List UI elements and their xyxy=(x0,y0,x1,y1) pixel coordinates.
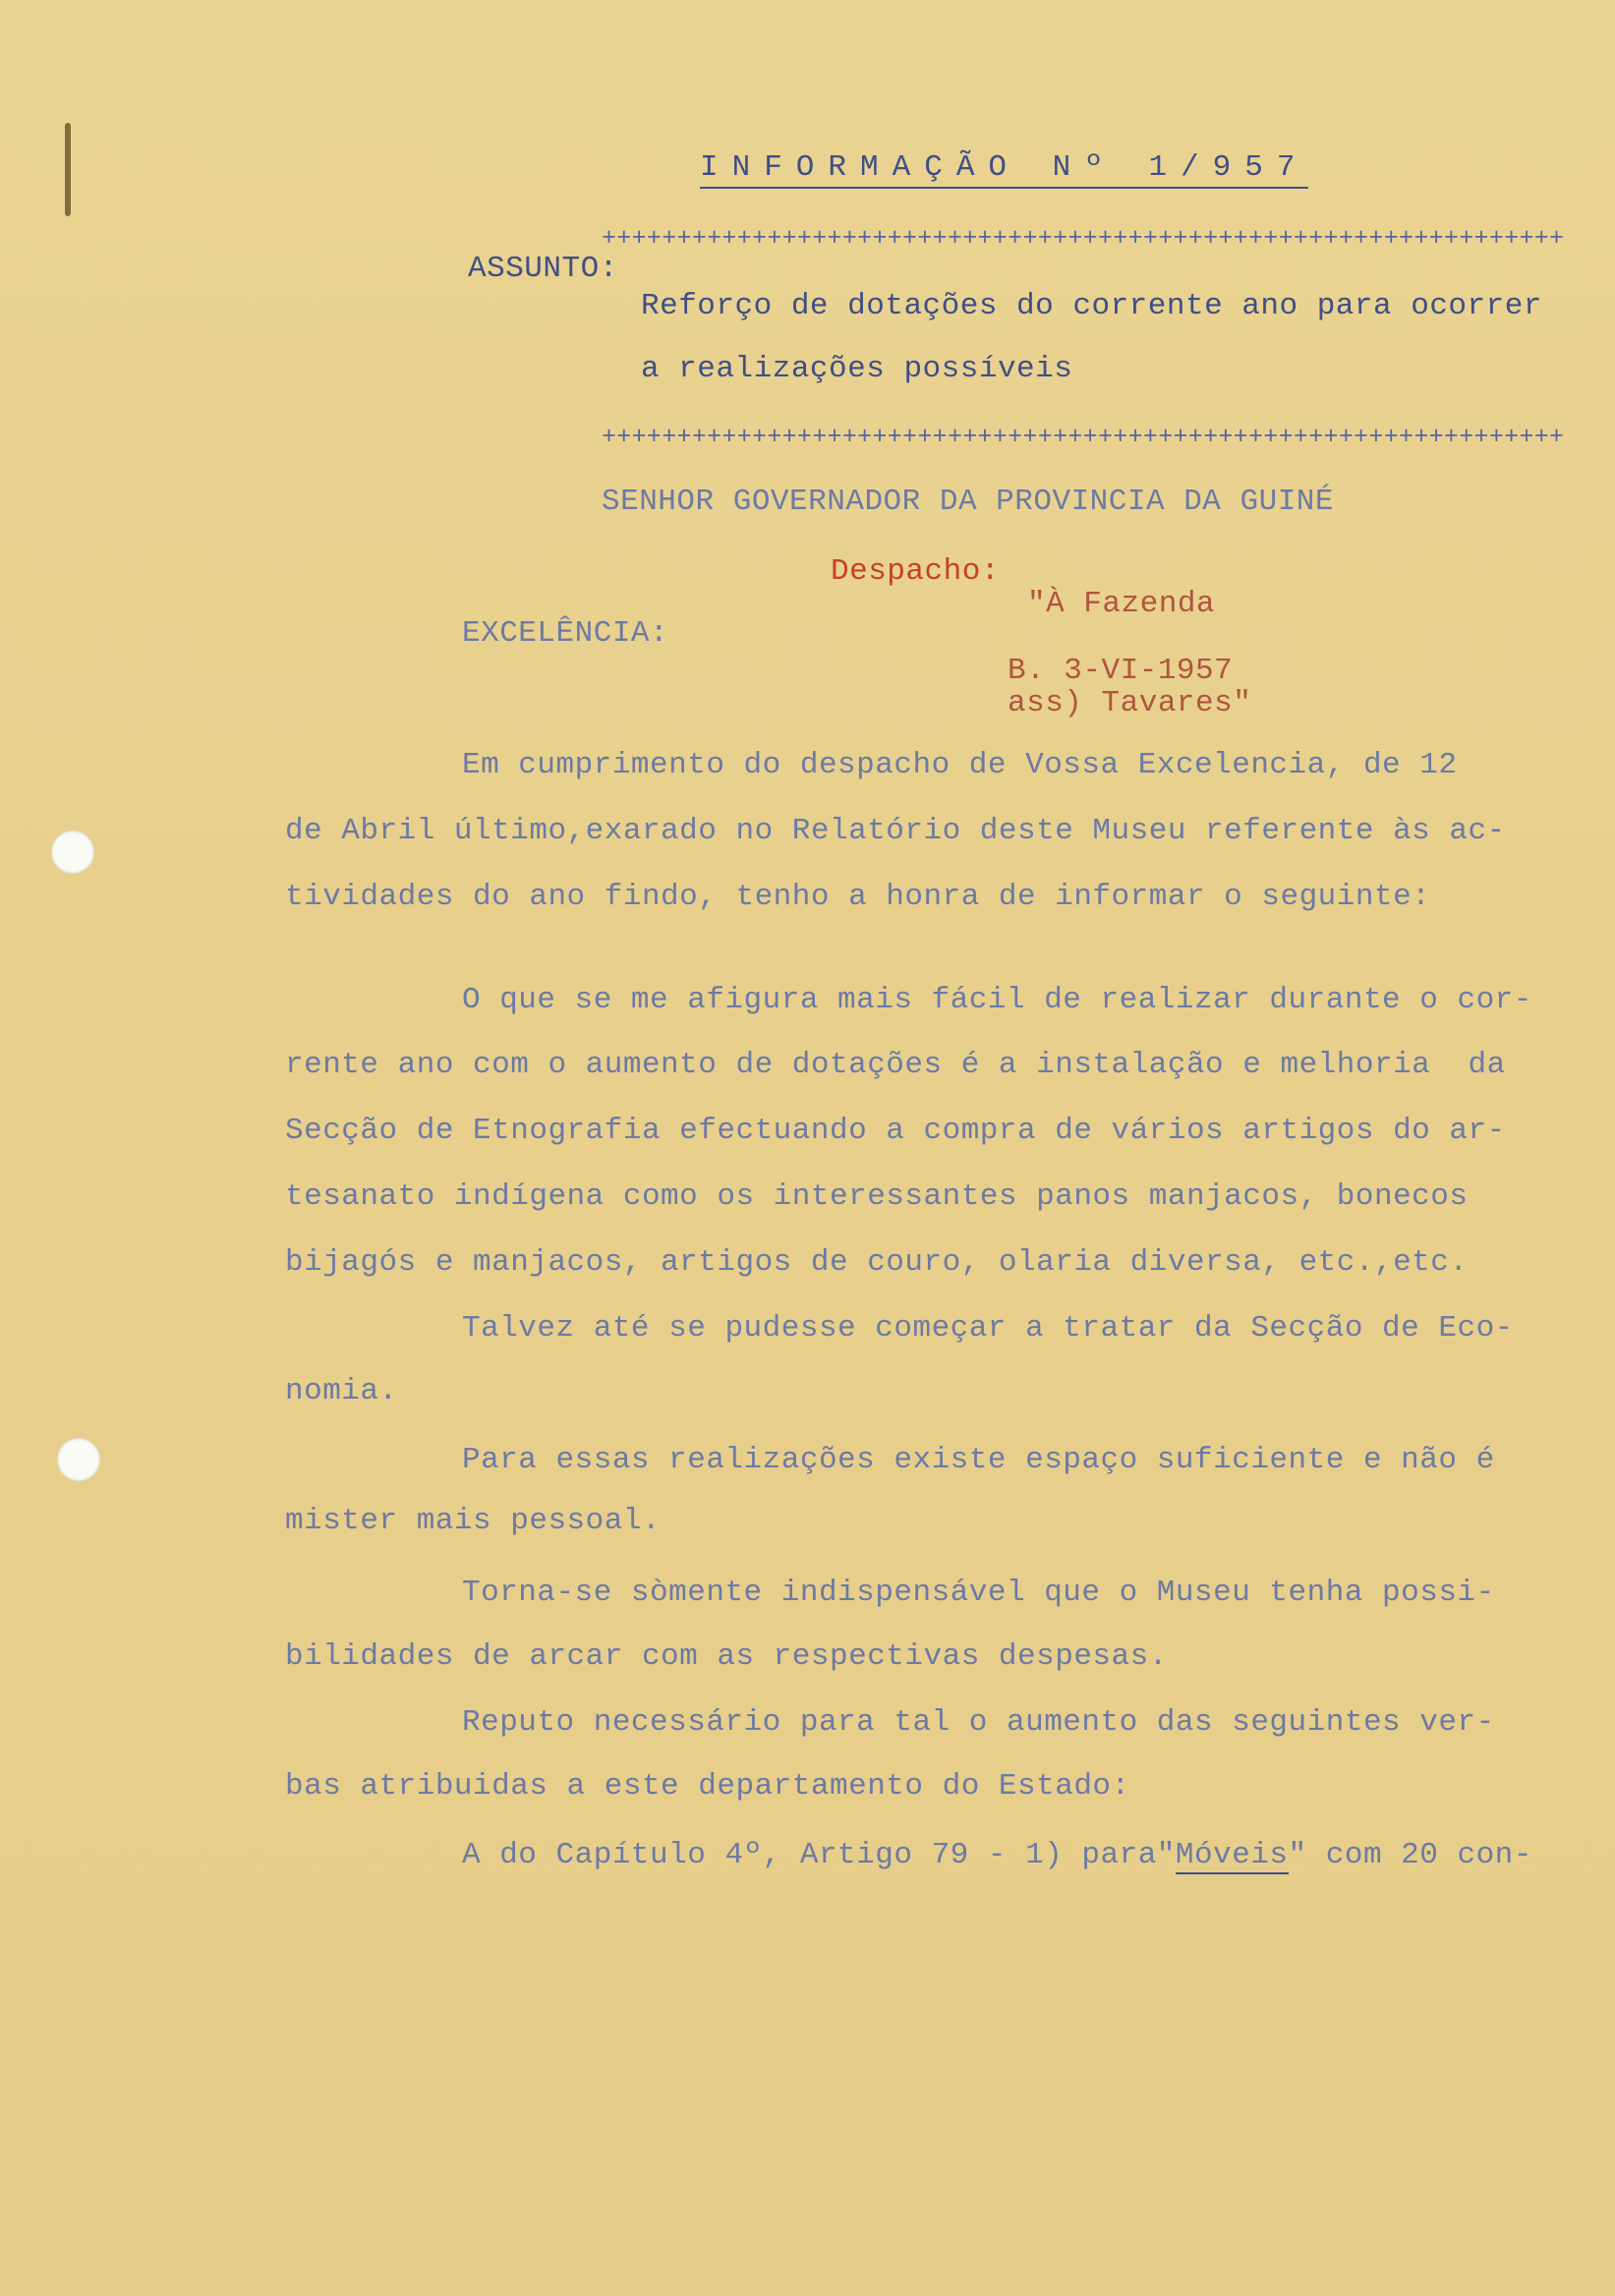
addressee-line: SENHOR GOVERNADOR DA PROVINCIA DA GUINÉ xyxy=(602,485,1335,519)
body-line-9: Talvez até se pudesse começar a tratar da Secção de Eco- xyxy=(462,1311,1514,1346)
separator-top: ++++++++++++++++++++++++++++++++++++++++++++++++++++++++++++++++ xyxy=(602,224,1565,253)
assunto-line-2: a realizações possíveis xyxy=(641,352,1073,386)
body-line-14: bilidades de arcar com as respectivas despesas. xyxy=(285,1639,1168,1674)
body-line-3: tividades do ano findo, tenho a honra de informar o seguinte: xyxy=(285,880,1431,914)
body-line-4: O que se me afigura mais fácil de realizar durante o cor- xyxy=(462,983,1532,1017)
body-line-1: Em cumprimento do despacho de Vossa Excelencia, de 12 xyxy=(462,748,1458,782)
body-line-6: Secção de Etnografia efectuando a compra de vários artigos do ar- xyxy=(285,1114,1506,1148)
salutation: EXCELÊNCIA: xyxy=(462,616,669,651)
despacho-line-2: B. 3-VI-1957 xyxy=(1008,654,1234,688)
body-line-11: Para essas realizações existe espaço suficiente e não é xyxy=(462,1443,1495,1477)
body-line-16: bas atribuidas a este departamento do Estado: xyxy=(285,1769,1130,1804)
punch-hole-top xyxy=(51,831,94,874)
body-line-12: mister mais pessoal. xyxy=(285,1504,662,1538)
body-line-5: rente ano com o aumento de dotações é a instalação e melhoria da xyxy=(285,1048,1506,1082)
despacho-line-1: "À Fazenda xyxy=(1027,587,1216,621)
punch-hole-bottom xyxy=(57,1438,100,1481)
despacho-label: Despacho: xyxy=(831,554,1000,589)
assunto-line-1: Reforço de dotações do corrente ano para ocorrer xyxy=(641,289,1542,323)
body-line-17-underlined: Móveis xyxy=(1175,1838,1289,1872)
body-line-17-pre: A do Capítulo 4º, Artigo 79 - 1) para" xyxy=(462,1838,1176,1872)
body-line-7: tesanato indígena como os interessantes panos manjacos, bonecos xyxy=(285,1179,1469,1214)
document-heading: INFORMAÇÃO Nº 1/957 xyxy=(700,150,1308,189)
body-line-15: Reputo necessário para tal o aumento das seguintes ver- xyxy=(462,1705,1495,1740)
despacho-line-3: ass) Tavares" xyxy=(1008,686,1252,720)
body-line-17-post: " com 20 con- xyxy=(1288,1838,1532,1872)
body-line-17 xyxy=(462,1838,1532,1873)
body-line-10: nomia. xyxy=(285,1374,398,1408)
paper-clip-mark xyxy=(65,123,71,216)
body-line-2: de Abril último,exarado no Relatório deste Museu referente às ac- xyxy=(285,814,1506,848)
assunto-label: ASSUNTO: xyxy=(468,252,618,286)
separator-bottom: ++++++++++++++++++++++++++++++++++++++++++++++++++++++++++++++++ xyxy=(602,423,1565,451)
body-line-8: bijagós e manjacos, artigos de couro, olaria diversa, etc.,etc. xyxy=(285,1245,1469,1280)
body-line-13: Torna-se sòmente indispensável que o Museu tenha possi- xyxy=(462,1576,1495,1610)
